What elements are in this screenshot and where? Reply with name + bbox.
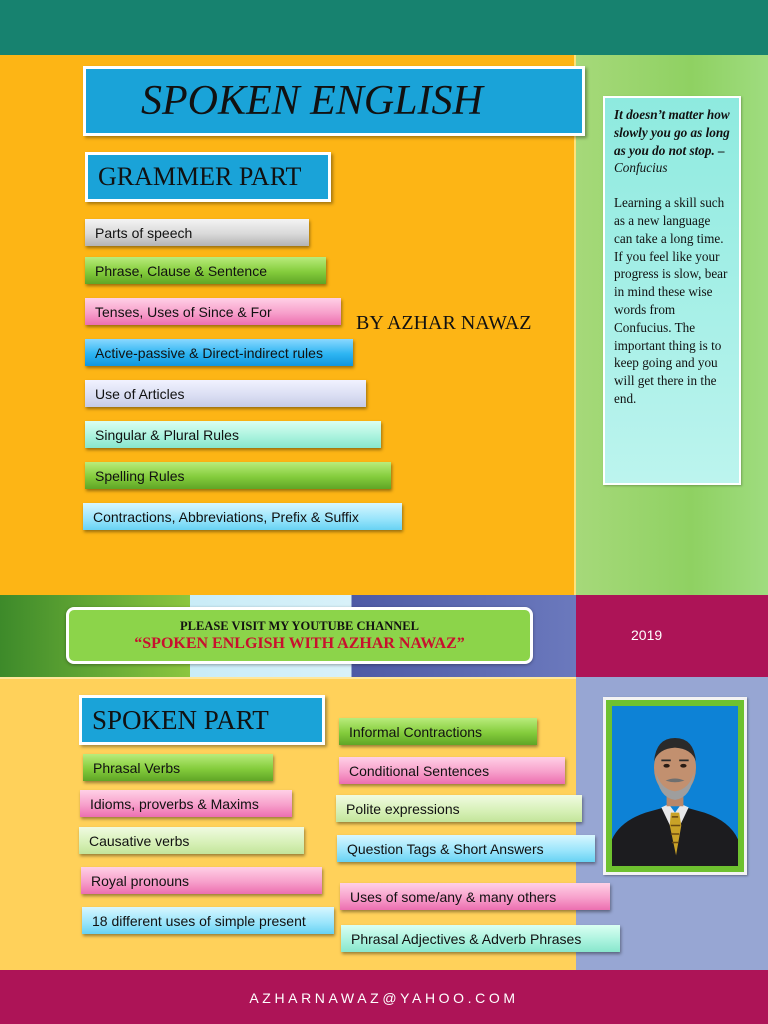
- spoken-topic: Phrasal Adjectives & Adverb Phrases: [341, 925, 620, 952]
- author-photo: [612, 706, 738, 866]
- spoken-topic: Uses of some/any & many others: [340, 883, 610, 910]
- quote-text: It doesn’t matter how slowly you go as long as you do not stop. –: [614, 107, 730, 158]
- grammar-heading: GRAMMER PART: [85, 152, 331, 202]
- spoken-topic: Idioms, proverbs & Maxims: [80, 790, 292, 817]
- youtube-channel-name: “SPOKEN ENLGISH WITH AZHAR NAWAZ”: [134, 635, 465, 652]
- spoken-heading: SPOKEN PART: [79, 695, 325, 745]
- grammar-topic: Active-passive & Direct-indirect rules: [85, 339, 353, 366]
- grammar-topic: Parts of speech: [85, 219, 309, 246]
- spoken-topic: Royal pronouns: [81, 867, 322, 894]
- author-name: BY AZHAR NAWAZ: [356, 312, 532, 334]
- quote-author: Confucius: [614, 160, 668, 176]
- spoken-topic: Conditional Sentences: [339, 757, 565, 784]
- quote-body: Learning a skill such as a new language can take a long time. If you feel like your progress is slow, bear in mind these wise words from Confucius. The important thing is to keep going and you will get there in the end.: [614, 195, 728, 406]
- spoken-topic: Phrasal Verbs: [83, 754, 273, 781]
- spoken-topic: Question Tags & Short Answers: [337, 835, 595, 862]
- footer-email: AZHARNAWAZ@YAHOO.COM: [249, 990, 519, 1006]
- page-title: SPOKEN ENGLISH: [83, 66, 585, 136]
- spoken-topic: Causative verbs: [79, 827, 304, 854]
- grammar-topic: Contractions, Abbreviations, Prefix & Suffix: [83, 503, 402, 530]
- grammar-topic: Spelling Rules: [85, 462, 391, 489]
- quote-box: [603, 96, 741, 485]
- spoken-topic: Informal Contractions: [339, 718, 537, 745]
- grammar-topic: Phrase, Clause & Sentence: [85, 257, 326, 284]
- spoken-topic: 18 different uses of simple present: [82, 907, 334, 934]
- year-label: 2019: [631, 627, 663, 643]
- author-photo-frame: [603, 697, 747, 875]
- top-band: [0, 0, 768, 55]
- youtube-label: PLEASE VISIT MY YOUTUBE CHANNEL: [180, 619, 419, 633]
- grammar-topic: Tenses, Uses of Since & For: [85, 298, 341, 325]
- grammar-topic: Use of Articles: [85, 380, 366, 407]
- year-panel: [576, 595, 768, 677]
- youtube-banner: [66, 607, 533, 664]
- grammar-topic: Singular & Plural Rules: [85, 421, 381, 448]
- spoken-topic: Polite expressions: [336, 795, 582, 822]
